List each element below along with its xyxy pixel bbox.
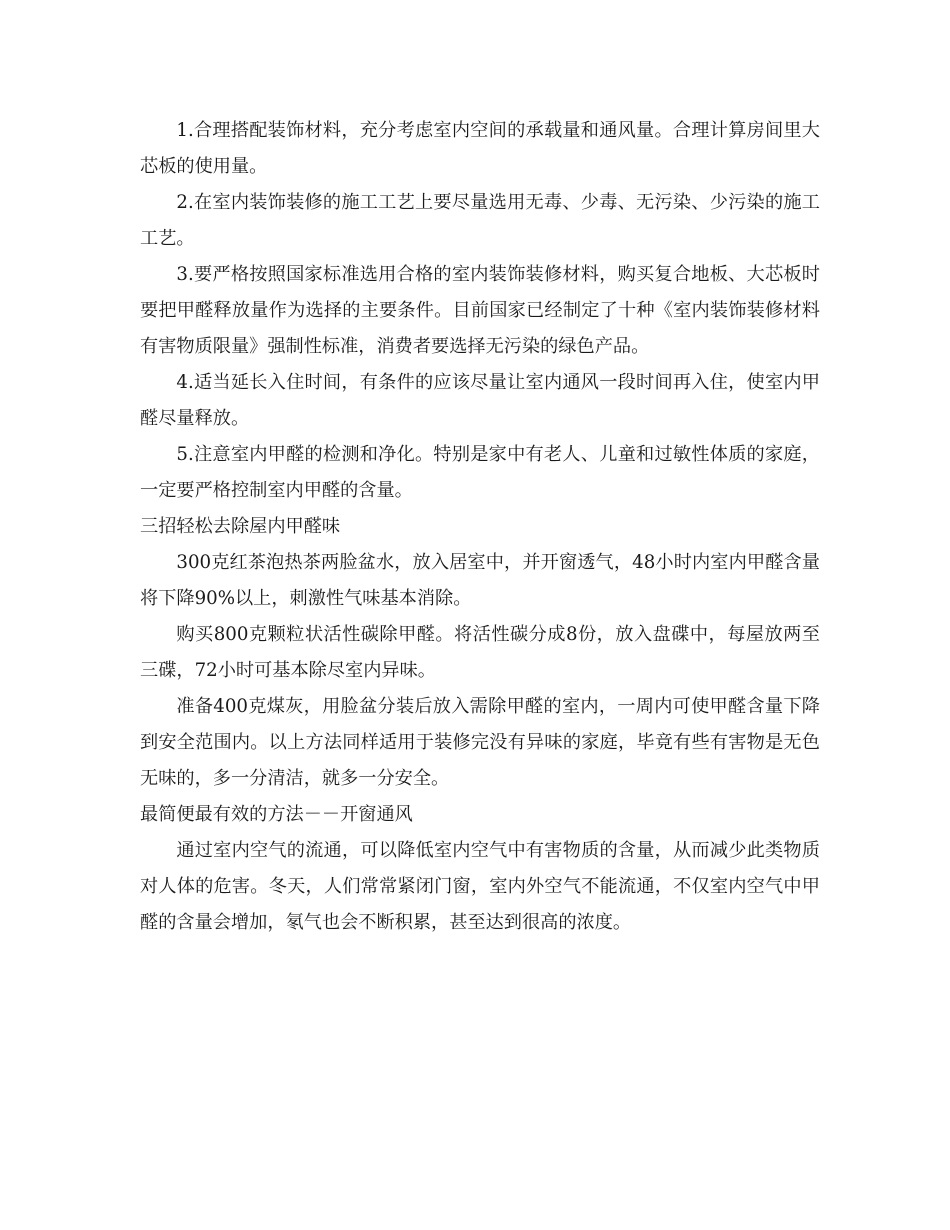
paragraph-coal-ash: 准备400克煤灰，用脸盆分装后放入需除甲醛的室内，一周内可使甲醛含量下降到安全范围内。以上方法同样适用于装修完没有异味的家庭，毕竟有些有害物是无色无味的，多一分清洁，就多一分安全。 xyxy=(140,696,820,789)
paragraph-black-tea: 300克红茶泡热茶两脸盆水，放入居室中，并开窗透气，48小时内室内甲醛含量将下降90%以上，刺激性气味基本消除。 xyxy=(140,552,820,609)
section-heading-ventilation: 最简便最有效的方法－－开窗通风 xyxy=(140,804,413,825)
document-body xyxy=(140,113,820,941)
paragraph-tip-3: 3.要严格按照国家标准选用合格的室内装饰装修材料，购买复合地板、大芯板时要把甲醛释放量作为选择的主要条件。目前国家已经制定了十种《室内装饰装修材料有害物质限量》强制性标准，消费者要选择无污染的绿色产品。 xyxy=(140,264,820,357)
section-heading-three-tricks: 三招轻松去除屋内甲醛味 xyxy=(140,516,341,537)
paragraph-tip-1: 1.合理搭配装饰材料，充分考虑室内空间的承载量和通风量。合理计算房间里大芯板的使用量。 xyxy=(140,120,820,177)
paragraph-tip-2: 2.在室内装饰装修的施工工艺上要尽量选用无毒、少毒、无污染、少污染的施工工艺。 xyxy=(140,192,820,249)
paragraph-tip-5: 5.注意室内甲醛的检测和净化。特别是家中有老人、儿童和过敏性体质的家庭，一定要严格控制室内甲醛的含量。 xyxy=(140,444,820,501)
paragraph-tip-4: 4.适当延长入住时间，有条件的应该尽量让室内通风一段时间再入住，使室内甲醛尽量释放。 xyxy=(140,372,820,429)
paragraph-activated-carbon: 购买800克颗粒状活性碳除甲醛。将活性碳分成8份，放入盘碟中，每屋放两至三碟，72小时可基本除尽室内异味。 xyxy=(140,624,820,681)
paragraph-ventilation: 通过室内空气的流通，可以降低室内空气中有害物质的含量，从而减少此类物质对人体的危害。冬天，人们常常紧闭门窗，室内外空气不能流通，不仅室内空气中甲醛的含量会增加，氡气也会不断积累，甚至达到很高的浓度。 xyxy=(140,840,820,933)
